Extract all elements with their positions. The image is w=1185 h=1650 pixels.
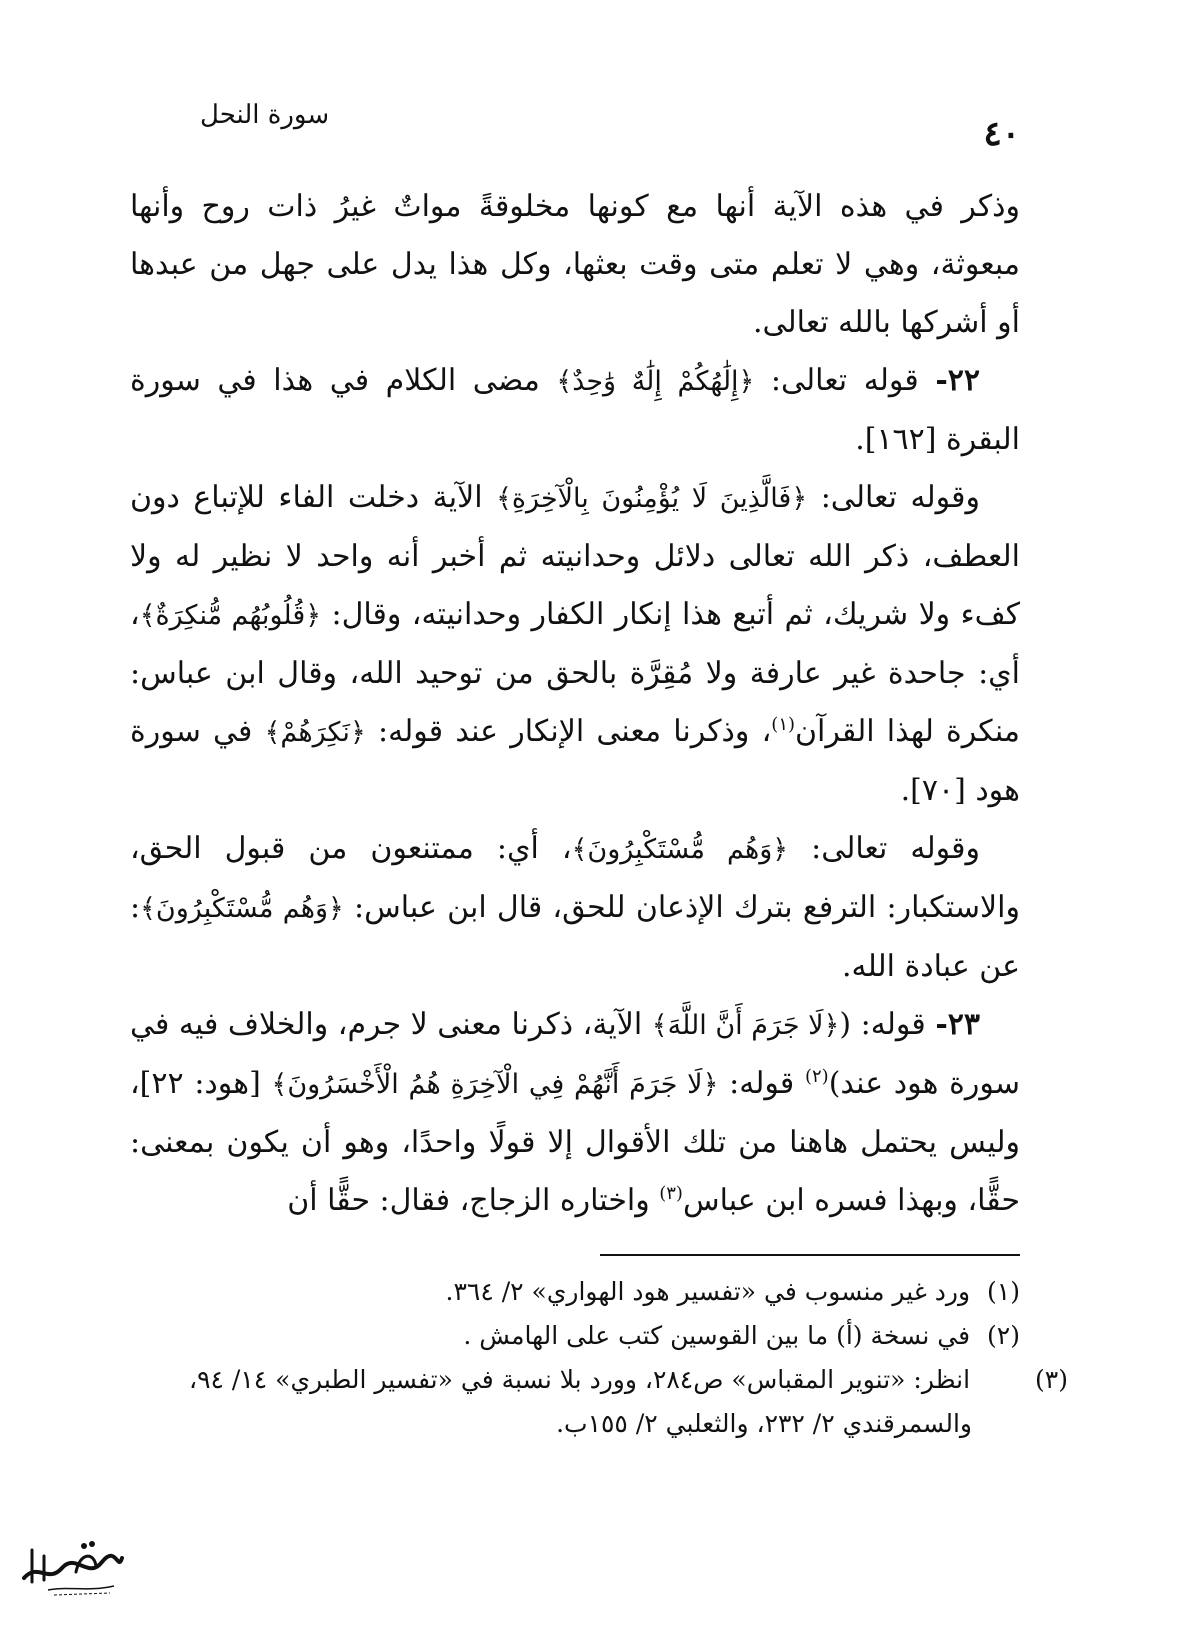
paragraph-text: قوله تعالى: <box>754 363 936 398</box>
footnote-text: في نسخة (أ) ما بين القوسين كتب على الهامش . <box>463 1321 971 1350</box>
surah-title: سورة النحل <box>200 100 330 130</box>
paragraph-text: وقوله تعالى: <box>788 831 980 866</box>
paragraph-text: : عن عبادة الله. <box>130 890 1020 984</box>
paragraph-3 <box>130 469 1020 820</box>
quran-quote: ﴿وَهُم مُّسْتَكْبِرُونَ﴾ <box>140 893 344 924</box>
paragraph-text: ، وذكرنا معنى الإنكار عند قوله: <box>365 714 772 749</box>
footnote-ref[interactable]: (٣) <box>659 1183 683 1204</box>
paragraph-text: ، أي: جاحدة غير عارفة ولا مُقِرَّة بالحق من توحيد الله، وقال ابن عباس: منكرة لهذا القرآن <box>130 597 1020 749</box>
paragraph-text: في سورة هود [٧٠]. <box>130 714 1020 808</box>
quran-quote: ﴿فَالَّذِينَ لَا يُؤْمِنُونَ بِالْآخِرَةِ﴾ <box>496 483 808 514</box>
paragraph-text: وذكر في هذه الآية أنها مع كونها مخلوقةً مواتٌ غيرُ ذات روح وأنها مبعوثة، وهي لا تعلم متى وقت بعثها، وكل هذا يدل على جهل من عبدها أو أشركها بالله تعالى. <box>130 189 1020 340</box>
quran-quote: ﴿قُلُوبُهُم مُّنكِرَةٌ﴾ <box>139 600 322 631</box>
footnote-mark: (٢) <box>987 1321 1020 1350</box>
publisher-logo-icon <box>18 1532 126 1600</box>
quran-quote: ﴿إِلَٰهُكُمْ إِلَٰهٌ وَٰحِدٌ﴾ <box>556 366 755 397</box>
paragraph-verse-23 <box>130 996 1020 1230</box>
quran-quote: ﴿لَا جَرَمَ أَنَّ اللَّهَ﴾ <box>651 1010 840 1041</box>
paragraph-text: واختاره الزجاج، فقال: حقًّا أن <box>287 1183 660 1218</box>
footnotes <box>130 1270 1068 1446</box>
footnote-mark: (٣) <box>1035 1365 1068 1394</box>
paragraph-text: مضى الكلام في هذا في سورة البقرة [١٦٢]. <box>130 363 1020 457</box>
paragraph-text: وقوله تعالى: <box>807 480 980 515</box>
quran-quote: ﴿لَا جَرَمَ أَنَّهُمْ فِي الْآخِرَةِ هُمُ الْأَخْسَرُونَ﴾ <box>271 1069 719 1100</box>
footnote <box>130 1314 1020 1358</box>
footnote-ref[interactable]: (١) <box>771 714 796 735</box>
paragraph-text: الآية دخلت الفاء للإتباع دون العطف، ذكر الله تعالى دلائل وحدانيته ثم أخبر أنه واحد لا نظير له ولا كفء ولا شريك، ثم أتبع هذا إنكار الكفار وحدانيته، وقال: <box>130 480 1021 632</box>
paragraph-1 <box>130 178 1020 352</box>
paragraph-text: قوله: ( <box>839 1007 936 1042</box>
paragraph-text: قوله: <box>718 1066 805 1101</box>
footnote-text: انظر: «تنوير المقباس» ص٢٨٤، وورد بلا نسبة في «تفسير الطبري» ١٤/ ٩٤، والسمرقندي ٢/ ٢٣٢، والثعلبي ٢/ ١٥٥ب. <box>189 1365 972 1438</box>
paragraph-text: [هود: ٢٢]، وليس يحتمل هاهنا من تلك الأقوال إلا قولًا واحدًا، وهو أن يكون بمعنى: حقًّا، وبهذا فسره ابن عباس <box>130 1066 1020 1218</box>
page-number: ٤٠ <box>983 114 1020 154</box>
paragraph-text: الآية، ذكرنا معنى لا جرم، والخلاف فيه في سورة هود عند) <box>130 1007 1021 1101</box>
page-header <box>160 100 1020 160</box>
footnote-text: ورد غير منسوب في «تفسير هود الهواري» ٢/ ٣٦٤. <box>445 1277 971 1306</box>
paragraph-text: ، أي: ممتنعون من قبول الحق، والاستكبار: الترفع بترك الإذعان للحق، قال ابن عباس: <box>130 831 1020 925</box>
footnote <box>130 1270 1020 1314</box>
paragraph-4 <box>130 820 1020 996</box>
quran-quote: ﴿وَهُم مُّسْتَكْبِرُونَ﴾ <box>571 834 789 865</box>
quran-quote: ﴿نَكِرَهُمْ﴾ <box>264 717 366 748</box>
footnote-mark: (١) <box>987 1277 1020 1306</box>
main-text <box>130 178 1020 1230</box>
footnote <box>130 1358 1068 1446</box>
footnote-divider <box>600 1254 1020 1256</box>
verse-number: ٢٢- <box>935 363 981 398</box>
footnote-ref[interactable]: (٢) <box>804 1066 829 1087</box>
paragraph-verse-22 <box>130 352 1020 469</box>
verse-number: ٢٣- <box>935 1007 980 1042</box>
